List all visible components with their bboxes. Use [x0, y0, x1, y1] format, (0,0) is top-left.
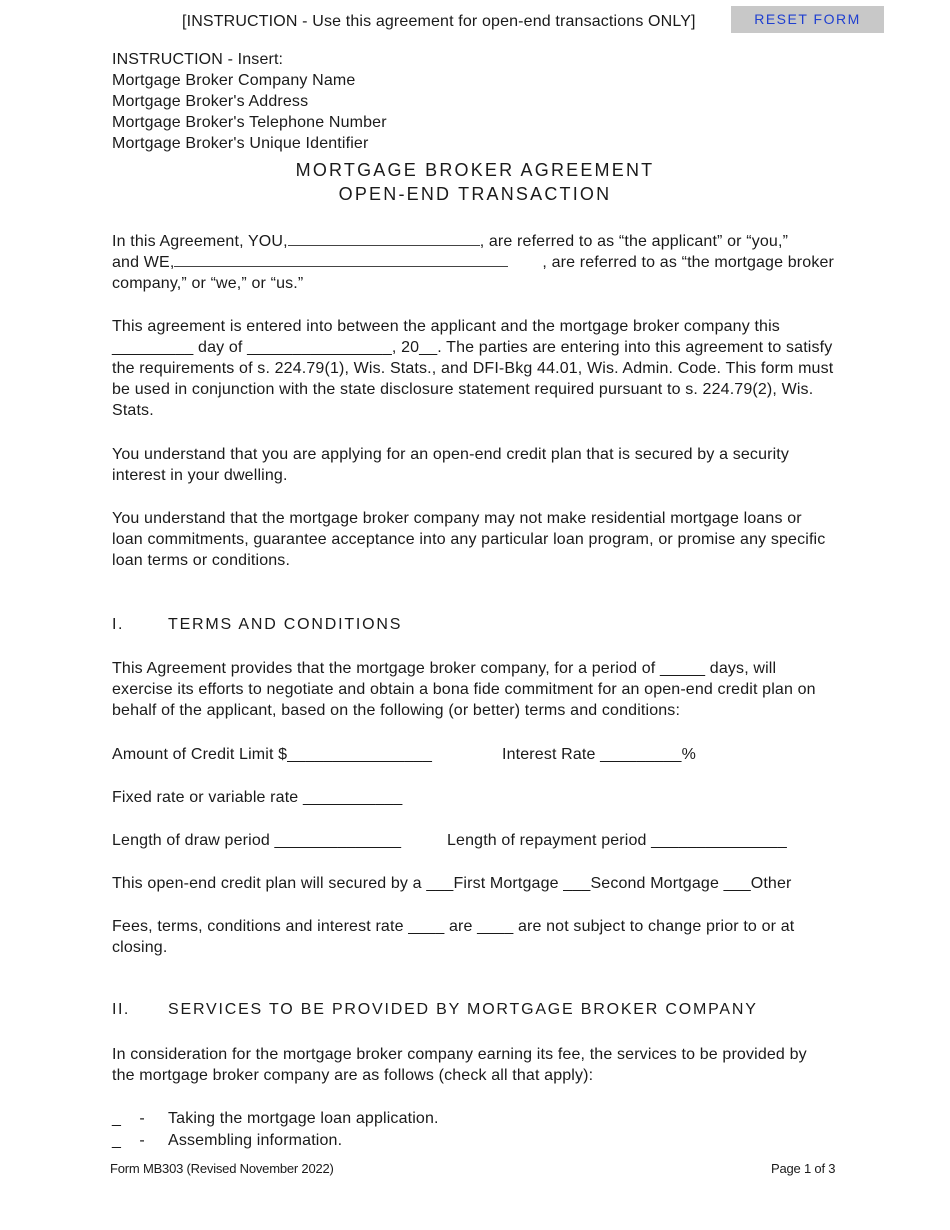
service-item-1: Taking the mortgage loan application.	[168, 1110, 439, 1127]
service-checkbox-1[interactable]: _ -	[112, 1110, 145, 1127]
service-item-2: Assembling information.	[168, 1132, 343, 1149]
section-1-text: This Agreement provides that the mortgage broker company, for a period of _____ days, will exercise its efforts to negotiate and obtain a bona fide commitment for an open-end credit plan on behalf of the applicant, based on the following (or better) terms and conditions:	[112, 660, 816, 719]
section-2-number: II.	[112, 1001, 130, 1018]
agreement-paragraph: This agreement is entered into between the applicant and the mortgage broker company this _________ day of ________________, 20__. The parties are entering into this agreement to satisfy the requirements of s. 224.79(1), Wis. Stats., and DFI-Bkg 44.01, Wis. Admin. Code. This form must be used in conjunction with the state disclosure statement required pursuant to s. 224.79(2), Wis. Stats.	[112, 318, 834, 419]
secured-by-line[interactable]: This open-end credit plan will secured by a ___First Mortgage ___Second Mortgage ___Other	[112, 875, 792, 892]
repayment-period-field[interactable]: Length of repayment period _______________	[447, 832, 787, 849]
applicant-name-field[interactable]	[288, 233, 480, 246]
insert-heading: INSTRUCTION - Insert:	[112, 51, 284, 68]
intro-we-label: and WE,	[112, 254, 175, 271]
insert-line-telephone: Mortgage Broker's Telephone Number	[112, 114, 387, 131]
interest-rate-field[interactable]: Interest Rate _________%	[502, 746, 696, 763]
intro-line-2	[112, 252, 834, 273]
reset-form-button[interactable]: RESET FORM	[731, 6, 884, 33]
section-2-title: SERVICES TO BE PROVIDED BY MORTGAGE BROKER COMPANY	[168, 1001, 758, 1018]
section-1-number: I.	[112, 616, 124, 633]
page-number: Page 1 of 3	[771, 1161, 836, 1176]
intro-applicant-text: , are referred to as “the applicant” or “you,”	[479, 233, 789, 250]
document-title: MORTGAGE BROKER AGREEMENT	[295, 160, 655, 180]
intro-you-label: In this Agreement, YOU,	[112, 233, 288, 250]
instruction-top: [INSTRUCTION - Use this agreement for open-end transactions ONLY]	[182, 13, 696, 30]
fees-subject-to-change[interactable]: Fees, terms, conditions and interest rate ____ are ____ are not subject to change prior to or at closing.	[112, 918, 795, 956]
document-subtitle: OPEN-END TRANSACTION	[338, 184, 612, 204]
form-number: Form MB303 (Revised November 2022)	[110, 1161, 334, 1176]
broker-company-name-field[interactable]	[174, 254, 508, 267]
credit-limit-field[interactable]: Amount of Credit Limit $________________	[112, 746, 432, 763]
section-2-text: In consideration for the mortgage broker company earning its fee, the services to be provided by the mortgage broker company are as follows (check all that apply):	[112, 1046, 807, 1084]
service-checkbox-2[interactable]: _ -	[112, 1132, 145, 1149]
no-loan-paragraph: You understand that the mortgage broker company may not make residential mortgage loans or loan commitments, guarantee acceptance into any particular loan program, or promise any specific loan terms or conditions.	[112, 510, 826, 569]
intro-line-3: company,” or “we,” or “us.”	[112, 275, 304, 292]
draw-period-field[interactable]: Length of draw period ______________	[112, 832, 402, 849]
insert-line-identifier: Mortgage Broker's Unique Identifier	[112, 135, 369, 152]
fixed-variable-field[interactable]: Fixed rate or variable rate ___________	[112, 789, 403, 806]
intro-broker-text: , are referred to as “the mortgage broker	[542, 254, 834, 271]
open-end-paragraph: You understand that you are applying for an open-end credit plan that is secured by a security interest in your dwelling.	[112, 446, 790, 484]
insert-line-address: Mortgage Broker's Address	[112, 93, 309, 110]
intro-line-1	[112, 231, 788, 252]
section-1-title: TERMS AND CONDITIONS	[168, 616, 403, 633]
insert-line-company-name: Mortgage Broker Company Name	[112, 72, 356, 89]
